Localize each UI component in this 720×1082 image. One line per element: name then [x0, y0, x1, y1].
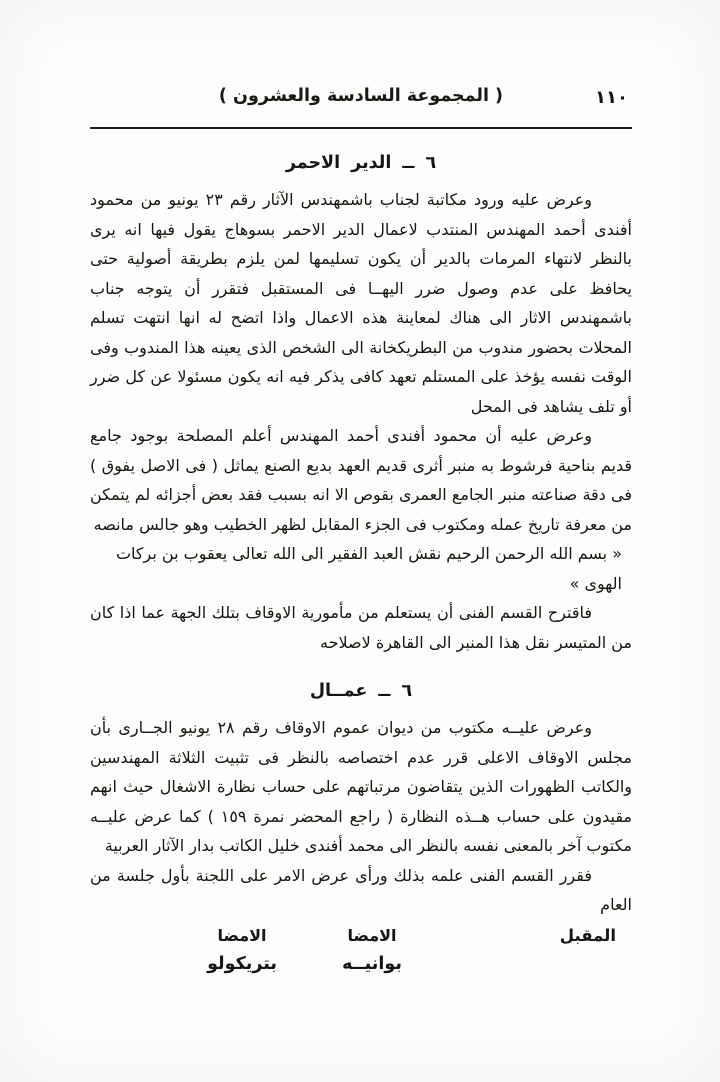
- section-workers: [90, 681, 632, 920]
- closing-word: المقبل: [559, 925, 616, 945]
- section-red-monastery: [90, 153, 632, 657]
- header-divider: [90, 127, 632, 129]
- paragraph: وعرض عليه ورود مكاتبة لجناب باشمهندس الآثار رقم ٢٣ يونيو من محمود أفندى أحمد المهندس المنتدب لاعمال الدير الاحمر بسوهاج يقول فيها انه يرى بالنظر لانتهاء المرمات بالدير أن يكون تسليمها لمن يلزم بطريقة أصولية حتى يحافظ على عدم وصول ضرر اليهــا فى المستقبل فتقرر أن يتوجه جناب باشمهندس الاثار الى هناك لمعاينة هذه الاعمال واذا اتضح له انها انتهت تسلم المحلات بحضور مندوب من البطريكخانة الى الشخص الذى يعينه هذا المندوب وفى الوقت نفسه يؤخذ على المستلم تعهد كافى يذكر فيه انه يكون مسئولا عن كل ضرر أو تلف يشاهد فى المحل: [90, 190, 632, 416]
- signature-column: [317, 926, 427, 974]
- signature-block: [90, 924, 632, 1016]
- header-title: ( المجموعة السادسة والعشرون ): [218, 86, 504, 106]
- signature-label: الامضا: [347, 925, 397, 945]
- inscription-quote: « بسم الله الرحمن الرحيم نقش العبد الفقير الى الله تعالى يعقوب بن بركات الهوى »: [115, 544, 622, 593]
- signature-name: بوانيــه: [342, 953, 402, 974]
- signature-name: بتريكولو: [207, 953, 277, 974]
- signature-column: [187, 926, 297, 974]
- page-number: ١١٠: [595, 87, 628, 108]
- signature-label: الامضا: [217, 925, 267, 945]
- paragraph: فاقترح القسم الفنى أن يستعلم من مأمورية الاوقاف بتلك الجهة عما اذا كان من المتيسر نقل هذا المنبر الى القاهرة لاصلاحه: [90, 603, 632, 652]
- paragraph: وعرض عليــه مكتوب من ديوان عموم الاوقاف رقم ٢٨ يونيو الجــارى بأن مجلس الاوقاف الاعلى قرر عدم اختصاصه بالنظر فى تثبيت الثلاثة المهندسين والكاتب الظهورات الذين يتقاضون مرتباتهم على حساب نظارة الاشغال حيث انهم مقيدون على حساب هــذه النظارة ( راجع المحضر نمرة ١٥٩ ) كما عرض عليــه مكتوب آخر بالمعنى نفسه بالنظر الى محمد أفندى خليل الكاتب بدار الآثار العربية: [90, 718, 633, 855]
- section-heading: ٦ ــ عمــال: [309, 681, 413, 701]
- paragraph: وعرض عليه أن محمود أفندى أحمد المهندس أعلم المصلحة بوجود جامع قديم بناحية فرشوط به منبر أثرى قديم العهد بديع الصنع يماثل ( فى الاصل يفوق ) فى دقة صناعته منبر الجامع العمرى بقوص الا انه بسبب فقد بعض أجزائه لم يتمكن من معرفة تاريخ عمله ومكتوب فى الجزء المقابل لظهر الخطيب وهو جالس مانصه: [90, 426, 632, 534]
- paragraph: فقرر القسم الفنى علمه بذلك ورأى عرض الامر على اللجنة بأول جلسة من العام: [90, 865, 632, 914]
- page-header: [90, 86, 632, 120]
- section-heading: ٦ ــ الدير الاحمر: [285, 153, 437, 173]
